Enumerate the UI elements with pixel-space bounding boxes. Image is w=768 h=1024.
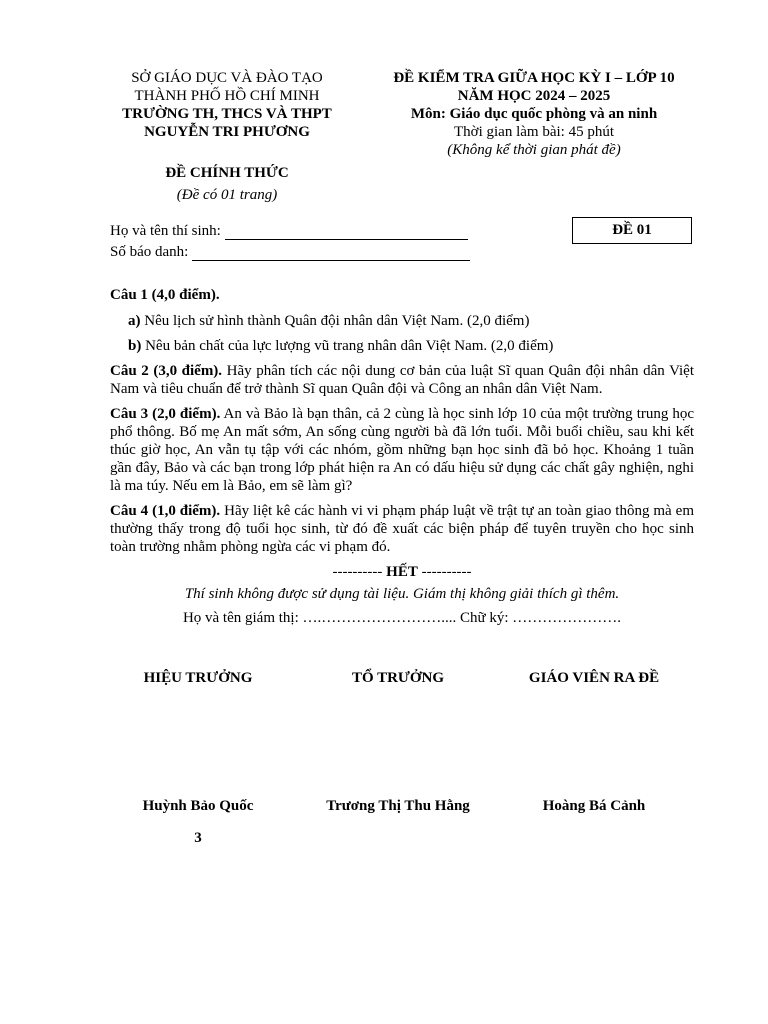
duration: Thời gian làm bài: 45 phút	[454, 124, 614, 140]
teacher-name: Hoàng Bá Cảnh	[542, 798, 646, 814]
department-head-name: Trương Thị Thu Hằng	[326, 798, 470, 814]
candidate-note: Thí sinh không được sử dụng tài liệu. Giám thị không giải thích gì thêm.	[184, 586, 620, 602]
question-2-text: Hãy phân tích các nội dung cơ bản của luật Sĩ quan Quân đội nhân dân Việt Nam và tiêu chuẩn để trở thành Sĩ quan Quân đội và Công an nhân dân Việt Nam.	[110, 363, 694, 397]
question-1b-label: b)	[128, 338, 142, 354]
department-line-2: THÀNH PHỐ HỒ CHÍ MINH	[134, 88, 320, 104]
signature-titles	[0, 669, 768, 689]
candidate-name-label: Họ và tên thí sinh:	[110, 223, 221, 239]
question-2-title: Câu 2 (3,0 điểm).	[110, 363, 223, 379]
end-word: HẾT	[386, 564, 418, 580]
page-count-note: (Đề có 01 trang)	[176, 187, 278, 203]
exam-content	[110, 286, 694, 627]
candidate-id-line	[192, 246, 470, 261]
question-3-text: An và Bảo là bạn thân, cả 2 cùng là học sinh lớp 10 của một trường trung học phổ thông. Bố mẹ An mất sớm, An sống cùng người bà đã lớn tuổi. Mỗi buổi chiều, sau khi kết thúc giờ học, An vẫn tụ tập với các nhóm, gồm những bạn học sinh đã bỏ học. Khoảng 1 tuần gần đây, Bảo và các bạn trong lớp phát hiện ra An có dấu hiệu sử dụng các chất gây nghiện, nghi là ma túy. Nếu em là Bảo, em sẽ làm gì?	[110, 406, 695, 494]
end-prefix: ----------	[332, 564, 387, 580]
question-2	[110, 362, 694, 398]
question-3-title: Câu 3 (2,0 điểm).	[110, 406, 221, 422]
question-1a	[128, 312, 694, 330]
question-1a-label: a)	[128, 313, 141, 329]
candidate-name-row	[110, 219, 490, 240]
question-1-title: Câu 1 (4,0 điểm).	[110, 287, 220, 303]
end-suffix: ----------	[417, 564, 472, 580]
question-1b-text: Nêu bản chất của lực lượng vũ trang nhân dân Việt Nam. (2,0 điểm)	[141, 338, 554, 354]
question-4-title: Câu 4 (1,0 điểm).	[110, 503, 221, 519]
candidate-name-line	[225, 225, 468, 240]
duration-note: (Không kể thời gian phát đề)	[447, 142, 621, 158]
exam-code-box: ĐỀ 01	[572, 217, 692, 244]
school-line-2: NGUYỄN TRI PHƯƠNG	[144, 124, 310, 140]
candidate-id-label: Số báo danh:	[110, 244, 189, 260]
official-label: ĐỀ CHÍNH THỨC	[165, 165, 289, 181]
header-right	[370, 69, 698, 159]
question-3	[110, 405, 694, 495]
teacher-title: GIÁO VIÊN RA ĐỀ	[528, 670, 660, 686]
signature-names	[0, 797, 768, 817]
candidate-info	[110, 219, 490, 261]
candidate-id-row	[110, 240, 490, 261]
department-head-title: TỔ TRƯỞNG	[351, 670, 445, 686]
principal-name: Huỳnh Bảo Quốc	[142, 798, 254, 814]
page-number: 3	[194, 830, 202, 846]
official-block	[104, 164, 350, 204]
principal-title: HIỆU TRƯỞNG	[143, 670, 253, 686]
proctor-line: Họ và tên giám thị: ….…………………….... Chữ ký: ………………….	[182, 610, 622, 626]
department-line-1: SỞ GIÁO DỤC VÀ ĐÀO TẠO	[131, 70, 323, 86]
header-left	[104, 69, 350, 141]
subject: Môn: Giáo dục quốc phòng và an ninh	[410, 106, 658, 122]
question-1a-text: Nêu lịch sử hình thành Quân đội nhân dân Việt Nam. (2,0 điểm)	[140, 313, 530, 329]
end-marker	[110, 563, 694, 581]
question-4	[110, 502, 694, 556]
exam-title: ĐỀ KIỂM TRA GIỮA HỌC KỲ I – LỚP 10	[393, 70, 675, 86]
question-1b	[128, 337, 694, 355]
school-year: NĂM HỌC 2024 – 2025	[457, 88, 611, 104]
school-line-1: TRƯỜNG TH, THCS VÀ THPT	[122, 106, 332, 122]
question-4-text: Hãy liệt kê các hành vi vi phạm pháp luật về trật tự an toàn giao thông mà em thường thấy trong độ tuổi học sinh, từ đó đề xuất các biện pháp để tuyên truyền cho học sinh toàn trường nhằm phòng ngừa các vi phạm đó.	[110, 503, 694, 555]
